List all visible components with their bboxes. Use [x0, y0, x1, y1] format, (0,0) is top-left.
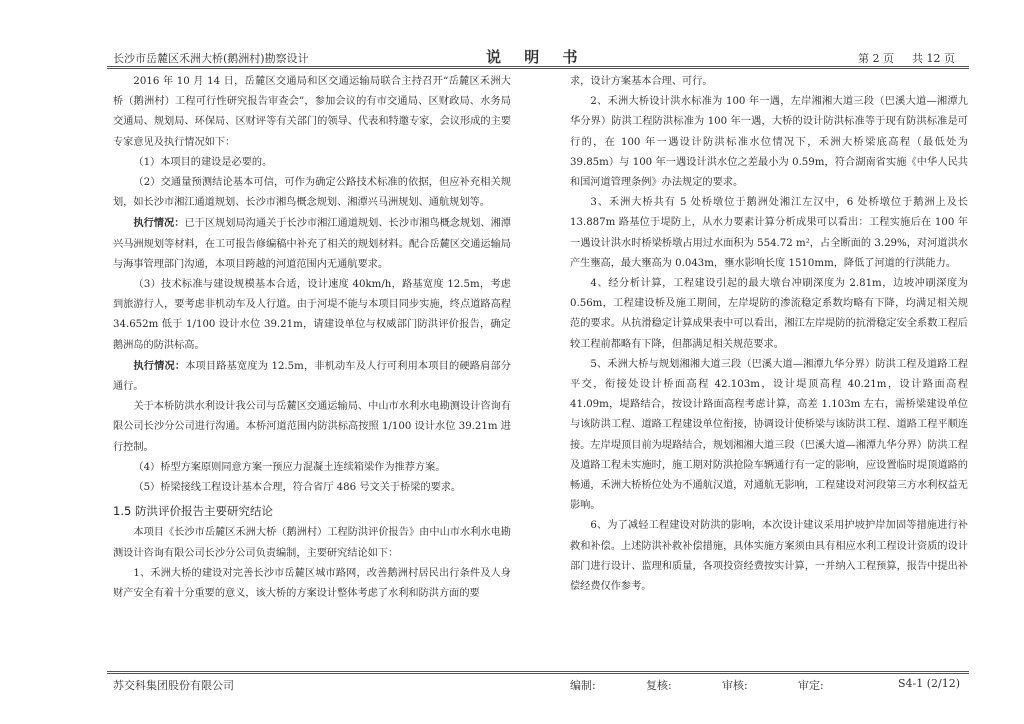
page-number: 第 2 页	[858, 52, 894, 65]
header-page-info	[858, 50, 973, 66]
footer-rule-double	[107, 673, 969, 674]
section-heading: 1.5 防洪评价报告主要研究结论	[113, 504, 273, 519]
paragraph: 2016 年 10 月 14 日，岳麓区交通局和区交通运输局联合主持召开“岳麓区禾洲大桥（鹅洲村）工程可行性研究报告审查会”，参加会议的有市交通局、区财政局、水务局交通局、规划局、环保局、区财评等有关部门的领导、代表和特邀专家，会议形成的主要专家意见及执行情况如下：	[113, 76, 511, 148]
header-rule	[107, 66, 969, 67]
header-rule-double	[107, 68, 969, 69]
paragraph: 6、为了减轻工程建设对防洪的影响，本次设计建议采用护坡护岸加固等措施进行补救和补偿。上述防洪补救补偿措施，具体实施方案须由具有相应水利工程设计资质的设计部门进行设计、监理和质量，各项投资经费按实计算，一并纳入工程预算，报告中提出补偿经费仅作参考。	[570, 520, 968, 593]
audit-label: 审核:	[722, 679, 748, 692]
left-column	[113, 72, 511, 604]
approve-label: 审定:	[798, 679, 824, 692]
editor-label: 编制:	[570, 679, 596, 692]
footer-rule	[107, 671, 969, 672]
paragraph: （5）桥梁接线工程设计基本合理，符合省厅 486 号文关于桥梁的要求。	[133, 482, 462, 494]
paragraph: 2、禾洲大桥设计洪水标准为 100 年一遇，左岸湘湘大道三段（巴溪大道—湘潭九华分界）防洪工程防洪标准为 100 年一遇，大桥的设计防洪标准等于现有防洪标准是可行的，在 100 年一遇设计防洪标准水位情况下，禾洲大桥梁底高程（最低处为 39.85m）与 100 年一遇设计洪水位之差最小为 0.59m，符合湖南省实施《中华人民共和国河道管理条例》办法规定的要求。	[570, 96, 968, 189]
footer-signatures	[570, 677, 858, 693]
paragraph: 5、禾洲大桥与规划湘湘大道三段（巴溪大道—湘潭九华分界）防洪工程及道路工程平交，衔接处设计桥面高程 42.103m，设计堤顶高程 40.21m，设计路面高程 41.09m，堤路结合，按设计路面高程考虑计算，高差 1.103m 左右，需桥梁建设单位与该防洪工程、道路工程建设单位衔接，协调设计使桥梁与该防洪工程、道路工程平顺连接。左岸堤顶目前为堤路结合，规划湘湘大道三段（巴溪大道—湘潭九华分界）防洪工程及道路工程未实施时，施工期对防洪抢险车辆通行有一定的影响，应设置临时堤顶道路的畅通，禾洲大桥桥位处为不通航汉道，对通航无影响，工程建设对河段第三方水利权益无影响。	[570, 358, 968, 512]
paragraph: （2）交通量预测结论基本可信，可作为确定公路技术标准的依据，但应补充相关规划，如长沙市湘江通道规划、长沙市湘鸟概念规划、湘潭兴马洲规划、通航规划等。	[113, 177, 511, 209]
header-title: 说 明 书	[486, 48, 587, 66]
execution-text: 已于区规划局沟通关于长沙市湘江通道规划、长沙市湘鸟概念规划、湘潭兴马洲规划等材料，在工可报告修编稿中补充了相关的规划材料。配合岳麓区交通运输局与海事管理部门沟通，本项目跨越的河道范围内无通航要求。	[113, 218, 511, 270]
execution-label: 执行情况：	[133, 359, 186, 372]
paragraph: 求，设计方案基本合理、可行。	[570, 76, 713, 87]
right-column	[570, 72, 968, 597]
paragraph-execution	[113, 356, 511, 397]
paragraph: 3、禾洲大桥共有 5 处桥墩位于鹅洲处湘江左汉中，6 处桥墩位于鹅洲上及长 13.887m 路基位于堤防上，从水力要素计算分析成果可以看出：工程实施后在 100 年一遇设计洪水时桥梁桥墩占用过水面积为 554.72 m²，占全断面的 3.29%，对河道洪水产生壅高，最大壅高为 0.043m，壅水影响长度 1510mm，降低了河道的行洪能力。	[570, 197, 968, 269]
page-total: 共 12 页	[912, 52, 955, 65]
paragraph: 本项目《长沙市岳麓区禾洲大桥（鹅洲村）工程防洪评价报告》由中山市水利水电勘测设计咨询有限公司长沙分公司负责编制，主要研究结论如下：	[113, 527, 511, 559]
paragraph: （4）桥型方案原则同意方案一预应力混凝土连续箱梁作为推荐方案。	[133, 461, 446, 473]
execution-label: 执行情况：	[133, 217, 185, 230]
paragraph: 4、经分析计算，工程建设引起的最大墩台冲刷深度为 2.81m，边坡冲刷深度为 0.56m，工程建设桥及施工期间，左岸堤防的渗流稳定系数均略有下降，均满足相关规范的要求。从抗滑稳定计算成果表中可以看出，湘江左岸堤防的抗滑稳定安全系数工程后较工程前都略有下降，但都满足相关规范要求。	[570, 278, 968, 350]
header-project: 长沙市岳麓区禾洲大桥(鹅洲村)勘察设计	[113, 52, 309, 65]
paragraph: （3）技术标准与建设规模基本合适，设计速度 40km/h，路基宽度 12.5m，考虑到旅游行人，要考虑非机动车及人行道。由于河堤不能与本项目同步实施，终点道路高程 34.652m 低于 1/100 设计水位 39.21m，请建设单位与权威部门防洪评价报告，确定鹅洲岛的防洪标高。	[113, 279, 511, 351]
paragraph-execution	[113, 213, 511, 275]
review-label: 复核:	[646, 679, 672, 692]
paragraph: （1）本项目的建设是必要的。	[133, 156, 273, 168]
drawing-code: S4-1 (2/12)	[898, 677, 961, 690]
execution-text: 本项目路基宽度为 12.5m，非机动车及人行可利用本项目的硬路肩部分通行。	[113, 360, 511, 393]
footer-company: 苏交科集团股份有限公司	[113, 679, 234, 692]
paragraph: 关于本桥防洪水利设计我公司与岳麓区交通运输局、中山市水利水电勘测设计咨询有限公司长沙分公司进行沟通。本桥河道范围内防洪标高按照 1/100 设计水位 39.21m 进行控制。	[113, 401, 511, 453]
paragraph: 1、禾洲大桥的建设对完善长沙市岳麓区城市路网，改善鹅洲村居民出行条件及人身财产安全有着十分重要的意义，该大桥的方案设计整体考虑了水利和防洪方面的要	[113, 567, 511, 600]
